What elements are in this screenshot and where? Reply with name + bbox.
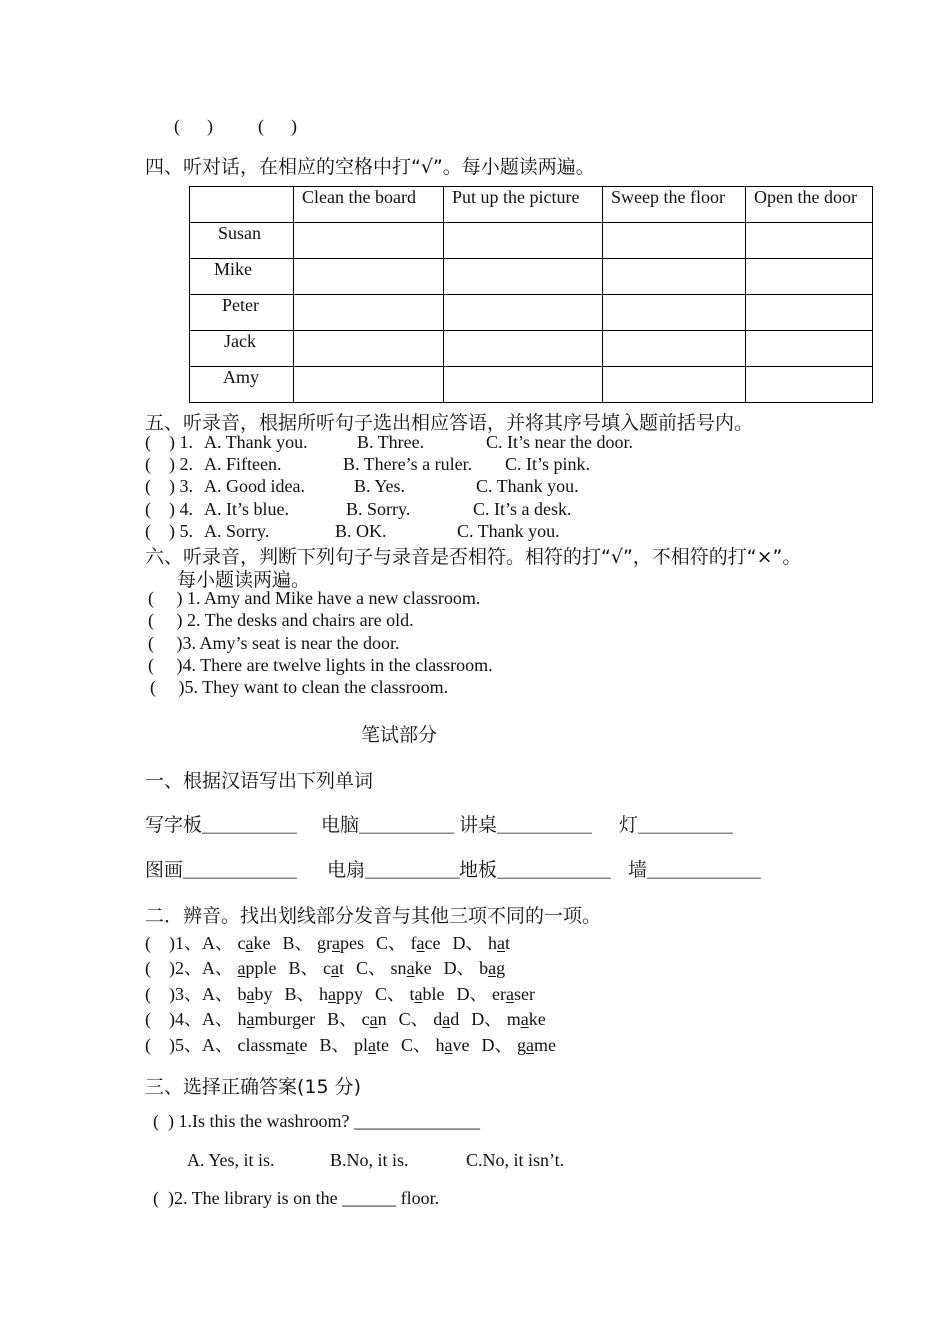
underlined-letter: a bbox=[368, 1035, 377, 1055]
section6-item[interactable]: ( ) 2. The desks and chairs are old. bbox=[148, 610, 414, 630]
table-header-row bbox=[190, 187, 873, 223]
question-2[interactable]: ( )2. The library is on the ______ floor. bbox=[153, 1188, 440, 1208]
underlined-letter: a bbox=[444, 1035, 453, 1055]
phonics-item[interactable] bbox=[145, 1031, 568, 1057]
phonics-option: C、 table bbox=[375, 984, 445, 1004]
underlined-letter: a bbox=[328, 984, 337, 1004]
section6-title: 六、听录音，判断下列句子与录音是否相符。相符的打“√”，不相符的打“×”。 bbox=[145, 546, 802, 568]
option-b: B. OK. bbox=[335, 521, 387, 541]
answer-cell[interactable] bbox=[603, 367, 746, 403]
section6-subtitle: 每小题读两遍。 bbox=[177, 569, 311, 591]
option-a: A. Good idea. bbox=[204, 476, 305, 496]
word-blank[interactable]: 写字板＿＿＿＿＿ bbox=[145, 814, 298, 836]
option-c: C. Thank you. bbox=[476, 476, 579, 496]
phonics-option: A、 hamburger bbox=[202, 1009, 316, 1029]
phonics-option: C、 face bbox=[376, 933, 441, 953]
section5-item-bracket[interactable]: ( ) 4. bbox=[145, 499, 193, 519]
listening-grid-table bbox=[189, 186, 873, 403]
written-part2-title: 二．辨音。找出划线部分发音与其他三项不同的一项。 bbox=[145, 905, 602, 927]
option-c: C. Thank you. bbox=[457, 521, 560, 541]
phonics-option: B、 plate bbox=[319, 1035, 390, 1055]
row-name: Amy bbox=[190, 367, 294, 403]
phonics-option: C、 have bbox=[401, 1035, 470, 1055]
table-header-cell: Open the door bbox=[746, 187, 873, 223]
option-b: B. Yes. bbox=[354, 476, 406, 496]
answer-cell[interactable] bbox=[444, 331, 603, 367]
section5-item-bracket[interactable]: ( ) 1. bbox=[145, 432, 193, 452]
row-name: Jack bbox=[190, 331, 294, 367]
phonics-item-number: ( )4、 bbox=[145, 1009, 202, 1029]
underlined-letter: a bbox=[332, 933, 341, 953]
answer-cell[interactable] bbox=[746, 223, 873, 259]
phonics-option: B、 grapes bbox=[282, 933, 365, 953]
phonics-item[interactable] bbox=[145, 954, 517, 980]
underlined-letter: a bbox=[488, 958, 497, 978]
section6-item[interactable]: ( )5. They want to clean the classroom. bbox=[150, 677, 449, 697]
phonics-option: D、 game bbox=[481, 1035, 557, 1055]
answer-cell[interactable] bbox=[294, 223, 444, 259]
section5-item-bracket[interactable]: ( ) 3. bbox=[145, 476, 193, 496]
option-b: B. There’s a ruler. bbox=[343, 454, 473, 474]
section4-title: 四、听对话，在相应的空格中打“√”。每小题读两遍。 bbox=[145, 156, 595, 178]
phonics-option: A、 apple bbox=[202, 958, 277, 978]
section5-item-bracket[interactable]: ( ) 2. bbox=[145, 454, 193, 474]
underlined-letter: a bbox=[369, 1009, 378, 1029]
option-c: C. It’s near the door. bbox=[486, 432, 633, 452]
answer-cell[interactable] bbox=[746, 331, 873, 367]
underlined-letter: a bbox=[497, 933, 506, 953]
answer-cell[interactable] bbox=[294, 259, 444, 295]
option-a: A. Yes, it is. bbox=[187, 1150, 275, 1170]
underlined-letter: a bbox=[506, 984, 515, 1004]
phonics-option: B、 happy bbox=[284, 984, 364, 1004]
phonics-option: B、 cat bbox=[288, 958, 345, 978]
answer-cell[interactable] bbox=[603, 331, 746, 367]
option-a: A. Thank you. bbox=[204, 432, 308, 452]
phonics-option: C、 dad bbox=[398, 1009, 460, 1029]
written-part1-title: 一、根据汉语写出下列单词 bbox=[145, 770, 374, 792]
option-a: A. Fifteen. bbox=[204, 454, 282, 474]
phonics-item-number: ( )2、 bbox=[145, 958, 202, 978]
table-row bbox=[190, 295, 873, 331]
underlined-letter: a bbox=[245, 933, 254, 953]
written-part3-title: 三、选择正确答案(15 分) bbox=[145, 1076, 362, 1098]
option-a: A. Sorry. bbox=[204, 521, 270, 541]
underlined-letter: a bbox=[246, 984, 255, 1004]
answer-cell[interactable] bbox=[444, 295, 603, 331]
underlined-letter: a bbox=[414, 984, 423, 1004]
answer-cell[interactable] bbox=[444, 367, 603, 403]
answer-cell[interactable] bbox=[746, 295, 873, 331]
answer-cell[interactable] bbox=[746, 259, 873, 295]
answer-cell[interactable] bbox=[603, 295, 746, 331]
section5-title: 五、听录音，根据所听句子选出相应答语，并将其序号填入题前括号内。 bbox=[145, 412, 754, 434]
phonics-item-number: ( )3、 bbox=[145, 984, 202, 1004]
table-header-cell: Put up the picture bbox=[444, 187, 603, 223]
word-blank[interactable]: 图画＿＿＿＿＿＿ bbox=[145, 859, 298, 881]
underlined-letter: a bbox=[246, 1009, 255, 1029]
underlined-letter: a bbox=[406, 958, 415, 978]
answer-cell[interactable] bbox=[294, 331, 444, 367]
written-part-heading: 笔试部分 bbox=[361, 724, 438, 746]
phonics-option: A、 cake bbox=[202, 933, 271, 953]
phonics-item-number: ( )1、 bbox=[145, 933, 202, 953]
underlined-letter: a bbox=[442, 1009, 451, 1029]
phonics-item[interactable] bbox=[145, 980, 547, 1006]
underlined-letter: a bbox=[520, 1009, 529, 1029]
answer-cell[interactable] bbox=[746, 367, 873, 403]
underlined-letter: a bbox=[237, 958, 246, 978]
phonics-option: D、 make bbox=[471, 1009, 546, 1029]
row-name: Mike bbox=[190, 259, 294, 295]
table-header-cell: Sweep the floor bbox=[603, 187, 746, 223]
word-blank[interactable]: 电扇＿＿＿＿＿ bbox=[327, 859, 461, 881]
underlined-letter: a bbox=[526, 1035, 535, 1055]
phonics-option: D、 eraser bbox=[456, 984, 536, 1004]
top-answer-brackets: ( ) ( ) bbox=[174, 116, 297, 136]
phonics-item-number: ( )5、 bbox=[145, 1035, 202, 1055]
section6-item[interactable]: ( )3. Amy’s seat is near the door. bbox=[148, 633, 400, 653]
table-row bbox=[190, 367, 873, 403]
section6-item[interactable]: ( )4. There are twelve lights in the classroom. bbox=[148, 655, 493, 675]
phonics-option: D、 bag bbox=[443, 958, 506, 978]
phonics-option: B、 can bbox=[327, 1009, 387, 1029]
phonics-option: A、 baby bbox=[202, 984, 273, 1004]
row-name: Peter bbox=[190, 295, 294, 331]
answer-cell[interactable] bbox=[294, 295, 444, 331]
option-b: B.No, it is. bbox=[330, 1150, 409, 1170]
table-row bbox=[190, 331, 873, 367]
table-header-cell: Clean the board bbox=[294, 187, 444, 223]
table-row bbox=[190, 259, 873, 295]
row-name: Susan bbox=[190, 223, 294, 259]
table-header-empty bbox=[190, 187, 294, 223]
underlined-letter: a bbox=[331, 958, 340, 978]
underlined-letter: a bbox=[416, 933, 425, 953]
phonics-item[interactable] bbox=[145, 929, 522, 955]
phonics-option: D、 hat bbox=[452, 933, 511, 953]
question-1[interactable]: ( ) 1.Is this the washroom? ______________ bbox=[153, 1111, 480, 1131]
option-b: B. Three. bbox=[357, 432, 425, 452]
word-blank[interactable]: 墙＿＿＿＿＿＿ bbox=[628, 859, 762, 881]
word-blank[interactable]: 灯＿＿＿＿＿ bbox=[619, 814, 734, 836]
section6-item[interactable]: ( ) 1. Amy and Mike have a new classroom. bbox=[148, 588, 481, 608]
word-blank[interactable]: 讲桌＿＿＿＿＿ bbox=[459, 814, 593, 836]
word-blank[interactable]: 地板＿＿＿＿＿＿ bbox=[459, 859, 612, 881]
phonics-item[interactable] bbox=[145, 1005, 558, 1031]
underlined-letter: a bbox=[286, 1035, 295, 1055]
word-blank[interactable]: 电脑＿＿＿＿＿ bbox=[321, 814, 455, 836]
answer-cell[interactable] bbox=[603, 223, 746, 259]
option-c: C. It’s pink. bbox=[505, 454, 591, 474]
answer-cell[interactable] bbox=[444, 223, 603, 259]
phonics-option: C、 snake bbox=[356, 958, 432, 978]
answer-cell[interactable] bbox=[444, 259, 603, 295]
option-c: C. It’s a desk. bbox=[473, 499, 572, 519]
answer-cell[interactable] bbox=[294, 367, 444, 403]
option-c: C.No, it isn’t. bbox=[466, 1150, 565, 1170]
answer-cell[interactable] bbox=[603, 259, 746, 295]
section5-item-bracket[interactable]: ( ) 5. bbox=[145, 521, 193, 541]
option-b: B. Sorry. bbox=[346, 499, 411, 519]
table-row bbox=[190, 223, 873, 259]
phonics-option: A、 classmate bbox=[202, 1035, 308, 1055]
option-a: A. It’s blue. bbox=[204, 499, 289, 519]
